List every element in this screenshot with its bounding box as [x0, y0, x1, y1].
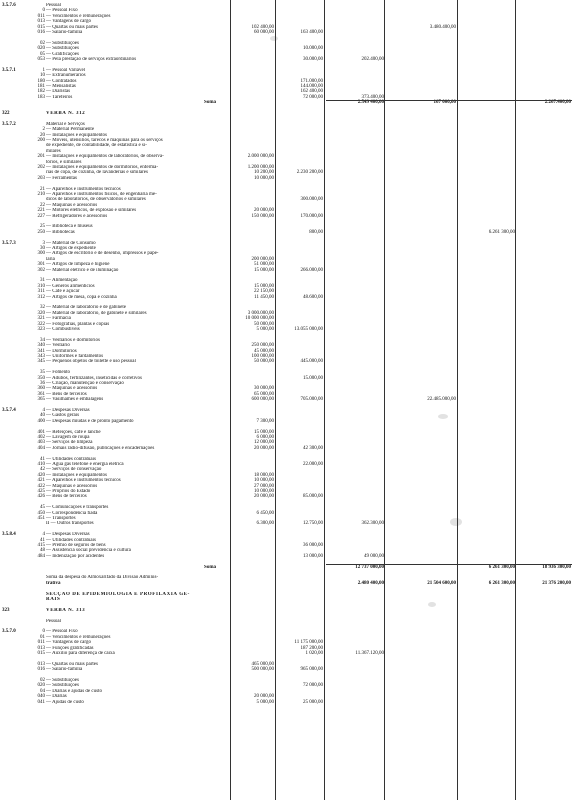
row-item-number: 300 — [37, 251, 45, 257]
row-description: — Gastos gerais — [46, 413, 80, 419]
row-description: Pessoal — [46, 618, 61, 624]
row-amount-c2: 42 300,00 — [303, 445, 323, 451]
row-amount-c2: 36 000,00 — [303, 543, 323, 548]
row-code: 322 — [2, 111, 10, 116]
row-amount-c2: 72 000,00 — [303, 94, 323, 100]
row-description: — Utilidades contratuais — [46, 537, 96, 543]
ink-blot — [270, 36, 278, 41]
row-item-number: 341 — [37, 348, 45, 354]
row-code: 3.5.7.6 — [2, 3, 16, 8]
row-item-number: 48 — [40, 548, 45, 554]
row-amount-c6: 21 376 200,00 — [542, 580, 571, 586]
row-amount-c1: 465 000,00 — [251, 661, 274, 667]
row-description: Material e Serviços — [46, 121, 85, 127]
row-amount-c3: 362.300,00 — [361, 521, 384, 527]
row-item-number: 403 — [37, 440, 45, 446]
row-amount-c2: 2.230 200,00 — [296, 170, 323, 176]
row-amount-c2: 10.000,00 — [303, 46, 323, 52]
row-item-number: 180 — [37, 78, 45, 84]
row-description: — Ajudas de custo — [46, 699, 84, 705]
row-amount-c1: 22 150,00 — [254, 289, 274, 295]
row-description: — Pessoal Variável — [46, 67, 86, 73]
row-description: — Ferramentas — [46, 175, 77, 181]
row-item-number: 320 — [37, 310, 45, 316]
ledger-row — [0, 700, 574, 706]
row-item-number: 450 — [37, 510, 45, 516]
row-amount-c1: 3 000.000,00 — [247, 310, 274, 316]
row-description: — Tarefeiros — [46, 94, 73, 100]
row-amount-c1: 200 000,00 — [251, 256, 274, 262]
row-amount-c5: 6 261 300,00 — [488, 564, 515, 570]
row-description: RAIS — [46, 597, 61, 602]
row-amount-c5: 6 261 300,00 — [488, 580, 515, 586]
row-description: — Bens de terceiros — [46, 391, 87, 397]
row-amount-c1: 6.300,00 — [256, 521, 274, 527]
row-item-number: 01 — [40, 634, 45, 640]
row-description: — Café e açúcar — [46, 289, 80, 295]
row-amount-c1: 5 000,00 — [256, 699, 274, 705]
row-description: VERBA N. 313 — [46, 607, 86, 613]
row-item-number: 0 — [42, 8, 45, 14]
row-item-number: 011 — [37, 640, 45, 646]
row-item-number: 10 — [40, 73, 45, 79]
row-description: — Uniformes e fardamentos — [46, 354, 104, 359]
row-amount-c4: 3.480.400,00 — [429, 24, 456, 30]
row-amount-c2: 445.000,00 — [300, 359, 323, 365]
row-item-number: 41 — [40, 456, 45, 462]
row-amount-c2: 144.000,00 — [300, 84, 323, 89]
row-description: — Dormitórios — [46, 348, 77, 354]
row-amount-c1: 20 000,00 — [254, 208, 274, 214]
row-description: — Lavagem de roupa — [46, 435, 90, 440]
row-item-number: 201 — [37, 154, 45, 160]
row-description: — Material de Consumo — [46, 240, 96, 246]
row-amount-c2: 13.055 000,00 — [294, 327, 323, 332]
row-amount-c1: 150 000,00 — [251, 213, 274, 219]
row-description: — Material de laboratório e de gabinete — [46, 305, 126, 311]
row-item-number: 013 — [37, 661, 45, 667]
row-description: — Instalações e equipamentos — [46, 472, 107, 478]
row-item-number: 203 — [37, 175, 45, 181]
row-amount-c1: 10 000,00 — [254, 489, 274, 494]
row-description: — Biblioteca e museus — [46, 224, 93, 230]
row-item-number: 041 — [37, 699, 45, 705]
row-amount-c2: 30.000,00 — [303, 57, 323, 62]
row-description: laria — [46, 256, 55, 262]
row-amount-c1: 600 000,00 — [251, 397, 274, 403]
row-description: — Vencimentos e remunerações — [46, 634, 111, 640]
row-description: — Mensalistas — [46, 84, 76, 89]
row-amount-c2: 163 400,00 — [300, 30, 323, 35]
row-description: II — Outros transportes — [46, 521, 94, 527]
row-item-number: 227 — [37, 213, 45, 219]
row-description: — Pequenos objetos de toilette e uso pessoal — [46, 359, 136, 365]
row-item-number: 42 — [40, 467, 45, 473]
row-amount-c1: 6 450,00 — [256, 510, 274, 516]
row-amount-c1: 500 000,00 — [251, 667, 274, 673]
row-amount-c3: 49 000,00 — [364, 553, 384, 559]
row-description: — Serviços de limpeza — [46, 440, 93, 446]
row-amount-c2: 22.000,00 — [303, 462, 323, 467]
row-amount-c3: 373.400,00 — [361, 94, 384, 100]
row-item-number: 322 — [37, 321, 45, 327]
row-description: — Instalações e equipamentos de dormitórios, enferma- — [46, 165, 159, 170]
row-description: — Máquinas e acessórios — [46, 483, 98, 489]
row-item-number: 302 — [37, 267, 45, 273]
row-item-number: 404 — [37, 445, 45, 451]
row-description: — Próprios do Estado — [46, 489, 91, 494]
row-description: — Transportes — [46, 516, 76, 521]
row-item-number: 400 — [37, 418, 45, 424]
row-item-number: 420 — [37, 472, 45, 478]
row-description: — Vestiários e dormitórios — [46, 337, 100, 343]
row-description: — Quartas ou mais partes — [46, 24, 98, 30]
row-amount-c2: 965 000,00 — [300, 667, 323, 673]
row-description: — Vasilhames e embalagens — [46, 397, 104, 403]
row-description: — Extranumerários — [46, 73, 86, 79]
row-amount-c2: 25 000,00 — [303, 699, 323, 705]
row-description: — Vantagens de cargo — [46, 19, 91, 25]
row-amount-c3: 202.400,00 — [361, 57, 384, 62]
row-amount-c6: 18 936 300,00 — [542, 564, 571, 570]
row-description: — Artigos de mesa, copa e cozinha — [46, 294, 117, 300]
row-amount-c2: 72 000,00 — [303, 683, 323, 689]
row-amount-c2: 800,00 — [309, 229, 323, 235]
row-item-number: 312 — [37, 294, 45, 300]
row-description: — Funções gratificadas — [46, 645, 94, 651]
row-item-number: 301 — [37, 262, 45, 268]
row-amount-c1: 15 000,00 — [254, 283, 274, 289]
row-amount-c1: 12 000,00 — [254, 440, 274, 446]
row-amount-c1: 65 000,00 — [254, 391, 274, 397]
row-description: — Motores elétricos, de explosão e similares — [46, 208, 137, 214]
row-item-number: 415 — [37, 543, 45, 548]
row-amount-c1: 15 000,00 — [254, 429, 274, 435]
row-amount-c2: 266.000,00 — [300, 267, 323, 273]
row-description: SECÇÃO DE EPIDEMIOLOGIA E PROFILAXIA GE- — [46, 591, 190, 597]
row-item-number: 4 — [42, 408, 45, 413]
row-description: — Assistência social previdência e cultura — [46, 548, 131, 554]
row-description: — Quartas ou mais partes — [46, 661, 98, 667]
row-amount-c1: 6 000,00 — [256, 435, 274, 440]
row-description: — Prêmio de seguros de bens — [46, 543, 106, 548]
row-amount-c1: 20 000,00 — [254, 445, 274, 451]
row-item-number: 015 — [37, 651, 45, 656]
row-amount-c1: 2.000 000,00 — [247, 154, 274, 160]
row-description: — Diárias — [46, 694, 67, 700]
row-item-number: 323 — [37, 327, 45, 332]
row-amount-c2: 85.000,00 — [303, 494, 323, 500]
row-amount-c3: 12 737 000,00 — [355, 564, 384, 570]
row-description: — Salário-família — [46, 30, 83, 35]
row-item-number: 02 — [40, 678, 45, 683]
row-amount-c1: 50 000,00 — [254, 359, 274, 365]
row-description: — Diárias e ajudas de custo — [46, 688, 102, 694]
row-item-number: 183 — [37, 94, 45, 100]
row-description: Soma — [204, 100, 216, 106]
row-item-number: 421 — [37, 478, 45, 484]
row-description: — Alimentação — [46, 278, 78, 284]
row-item-number: 401 — [37, 429, 45, 435]
row-description: — Despesas Diversas — [46, 408, 90, 413]
row-description: — Adubos, fertilizantes, inseticidas e corretivos — [46, 375, 142, 381]
row-amount-c3: 2.549 400,00 — [357, 100, 384, 106]
row-item-number: 016 — [37, 667, 45, 673]
row-amount-c2: 13 000,00 — [303, 553, 323, 559]
row-description: trativa — [46, 580, 61, 586]
row-description: — Água gás telefone e energia elétrica — [46, 462, 124, 467]
row-amount-c1: 20 000,00 — [254, 494, 274, 500]
row-amount-c1: 45 000,00 — [254, 348, 274, 354]
row-description: — Móveis, utensílios, tarecos e máquinas para os serviços — [46, 138, 163, 143]
row-description: — Aparelhos e instrumentos técnicos — [46, 186, 121, 192]
row-description: tórios, e similares — [46, 159, 82, 165]
row-item-number: 2 — [42, 127, 45, 133]
row-code: 3.5.7.0 — [2, 629, 16, 635]
row-description: — Gratificações — [46, 51, 79, 57]
row-item-number: 361 — [37, 391, 45, 397]
row-item-number: 020 — [37, 683, 45, 689]
row-description: — Combustíveis — [46, 327, 80, 332]
row-description: — Artigos de escritório e de desenho, impressos e pape- — [46, 251, 159, 257]
row-description: — Aparelhos e instrumentos técnicos — [46, 478, 121, 484]
row-description: — Utilidades contratuais — [46, 456, 96, 462]
row-amount-c1: 10 000,00 — [254, 478, 274, 484]
row-description: — Farmácia — [46, 316, 71, 322]
row-amount-c1: 10 200,00 — [254, 170, 274, 176]
row-description: VERBA N. 312 — [46, 111, 86, 116]
row-code: 3.5.7.1 — [2, 67, 16, 73]
row-item-number: 360 — [37, 386, 45, 392]
row-description: — Pessoal Fixo — [46, 629, 78, 635]
row-item-number: 422 — [37, 483, 45, 489]
row-description: — Vestiário — [46, 343, 70, 349]
row-description: — Gêneros alimentícios — [46, 283, 95, 289]
row-description: — Pessoal Fixo — [46, 8, 78, 14]
row-amount-c4: 21 504 600,00 — [427, 580, 456, 586]
row-item-number: 013 — [37, 19, 45, 25]
row-item-number: 0 — [42, 629, 45, 635]
row-description: — Criação, manutenção e conservação — [46, 381, 124, 386]
row-description: — Substituições — [46, 683, 79, 689]
row-item-number: 426 — [37, 494, 45, 500]
row-item-number: 25 — [40, 224, 45, 230]
row-amount-c1: 18 000,00 — [254, 472, 274, 478]
row-amount-c1: 11 450,00 — [254, 294, 274, 300]
row-description: — Máquinas e acessórios — [46, 202, 98, 208]
row-amount-c4: 22.485.000,00 — [427, 397, 456, 403]
row-amount-c2: 187 200,00 — [300, 645, 323, 651]
row-code: 3.5.7.4 — [2, 408, 16, 413]
row-amount-c2: 171.000,00 — [300, 78, 323, 84]
sum-rule — [326, 100, 572, 101]
row-description: rias de copa, de cozinha, de lavanderias e similares — [46, 170, 148, 176]
row-item-number: 250 — [37, 229, 45, 235]
row-amount-c2: 11 175 000,00 — [294, 640, 323, 646]
row-description: — Pela prestação de serviços extraordinários — [46, 57, 137, 62]
row-item-number: 484 — [37, 553, 45, 559]
sum-rule — [326, 564, 572, 565]
row-amount-c1: 10 000,00 — [254, 175, 274, 181]
row-amount-c1: 102 400,00 — [251, 24, 274, 30]
row-description: — Substituições — [46, 40, 79, 46]
row-description: — Vencimentos e remunerações — [46, 13, 111, 19]
row-description: Pessoal — [46, 3, 61, 8]
row-description: Soma da despesa do Almoxarifado da Divisão Adminis- — [46, 575, 159, 581]
row-description: — Refrigeradores e acessórios — [46, 213, 108, 219]
row-description: — Jornais radio-difusão, publicações e encadernações — [46, 445, 155, 451]
row-amount-c1: 10 000 000,00 — [245, 316, 274, 322]
row-description: dicos de laboratórios, de observatórios e similares — [46, 197, 146, 203]
row-item-number: 210 — [37, 192, 45, 197]
row-item-number: 011 — [37, 13, 45, 19]
row-item-number: 181 — [37, 84, 45, 89]
row-item-number: 30 — [40, 246, 45, 251]
row-amount-c1: 27 000,00 — [254, 483, 274, 489]
row-description: — Indenização por acidentes — [46, 553, 105, 559]
row-description: — Fotografias, plantas e cópias — [46, 321, 110, 327]
row-description: — Despesas miúdas e de pronto pagamento — [46, 418, 134, 424]
row-amount-c2: 705.000,00 — [300, 397, 323, 403]
row-item-number: 015 — [37, 24, 45, 30]
row-description: — Artigos de limpeza e higiene — [46, 262, 110, 268]
row-description: — Instalações e equipamentos de laboratórios, de observa- — [46, 154, 164, 160]
row-item-number: 425 — [37, 489, 45, 494]
row-item-number: 202 — [37, 165, 45, 170]
row-item-number: 365 — [37, 397, 45, 403]
row-description: milares — [46, 148, 61, 154]
row-item-number: 340 — [37, 343, 45, 349]
row-amount-c1: 7 300,00 — [256, 418, 274, 424]
row-amount-c1: 60 000,00 — [254, 30, 274, 35]
row-description: — Instalações e equipamentos — [46, 132, 107, 138]
row-description: — Refeições, café e lanche — [46, 429, 101, 435]
ink-blot — [450, 518, 462, 526]
row-item-number: 04 — [40, 688, 45, 694]
row-item-number: 343 — [37, 354, 45, 359]
row-item-number: 182 — [37, 89, 45, 95]
row-amount-c1: 5 000,00 — [256, 327, 274, 332]
row-item-number: 410 — [37, 462, 45, 467]
row-code: 3.5.8.4 — [2, 532, 16, 538]
row-item-number: 350 — [37, 375, 45, 381]
row-amount-c3: 2.480 400,00 — [357, 580, 384, 586]
row-amount-c2: 300.000,00 — [300, 197, 323, 203]
row-description: — Vantagens de cargo — [46, 640, 91, 646]
row-item-number: 05 — [40, 51, 45, 57]
row-description: — Bens de terceiros — [46, 494, 87, 500]
row-description: — Comunicações e transportes — [46, 505, 109, 511]
row-item-number: 402 — [37, 435, 45, 440]
row-description: — Auxílio para diferença de caixa — [46, 651, 115, 656]
ink-blot — [428, 602, 436, 607]
row-amount-c1: 20 000,00 — [254, 694, 274, 700]
row-description: — Serviços de conservação — [46, 467, 102, 473]
row-description: — Substituições — [46, 678, 79, 683]
row-item-number: 200 — [37, 138, 45, 143]
row-item-number: 36 — [40, 381, 45, 386]
row-code: 323 — [2, 607, 10, 613]
row-description: de expediente, de contabilidade, de estatística e si- — [46, 143, 147, 149]
row-amount-c1: 51 000,00 — [254, 262, 274, 268]
row-description: — Despesas Diversas — [46, 532, 90, 538]
row-description: — Substituições — [46, 46, 79, 52]
row-item-number: 321 — [37, 316, 45, 322]
row-item-number: 22 — [40, 202, 45, 208]
row-item-number: 20 — [40, 132, 45, 138]
row-description: — Artigos de expediente — [46, 246, 96, 251]
row-amount-c1: 100 000,00 — [251, 354, 274, 359]
row-code: 3.5.7.2 — [2, 121, 16, 127]
row-description: — Material de laboratório, de gabinete e similares — [46, 310, 147, 316]
row-item-number: 21 — [40, 186, 45, 192]
row-item-number: 020 — [37, 46, 45, 52]
row-description: Soma — [204, 564, 216, 570]
row-description: — Fomento — [46, 370, 71, 376]
row-item-number: 053 — [37, 57, 45, 62]
row-amount-c2: 48.600,00 — [303, 294, 323, 300]
row-item-number: 3 — [42, 240, 45, 246]
row-item-number: 311 — [37, 289, 45, 295]
row-item-number: 32 — [40, 305, 45, 311]
row-amount-c5: 6.261 300,00 — [488, 229, 515, 235]
row-amount-c1: 15 000,00 — [254, 267, 274, 273]
row-item-number: 016 — [37, 30, 45, 35]
row-code: 3.5.7.3 — [2, 240, 16, 246]
row-amount-c2: 162 400,00 — [300, 89, 323, 95]
row-amount-c2: 170.000,00 — [300, 213, 323, 219]
row-item-number: 451 — [37, 516, 45, 521]
row-item-number: 345 — [37, 359, 45, 365]
row-amount-c3: 11.367.120,00 — [355, 651, 384, 656]
row-item-number: 31 — [40, 278, 45, 284]
row-description: — Correspondência fiada — [46, 510, 98, 516]
row-description: — Bibliotecas — [46, 229, 75, 235]
row-amount-c2: 12.750,00 — [303, 521, 323, 527]
row-item-number: 35 — [40, 370, 45, 376]
row-description: — Material elétrico e de iluminação — [46, 267, 119, 273]
row-amount-c4: 167 000,00 — [433, 100, 456, 106]
row-item-number: 02 — [40, 40, 45, 46]
row-description: — Máquinas e acessórios — [46, 386, 98, 392]
row-item-number: 221 — [37, 208, 45, 214]
row-description: — Diaristas — [46, 89, 71, 95]
row-amount-c1: 250 000,00 — [251, 343, 274, 349]
row-description: — Contratados — [46, 78, 77, 84]
row-description: — Salário-família — [46, 667, 83, 673]
row-description: — Aparelhos e instrumentos físicos, de engenharia mé- — [46, 192, 157, 197]
ink-blot — [438, 414, 448, 419]
row-item-number: 34 — [40, 337, 45, 343]
row-item-number: 40 — [40, 413, 45, 419]
row-description: — Material Permanente — [46, 127, 95, 133]
row-item-number: 040 — [37, 694, 45, 700]
row-item-number: 310 — [37, 283, 45, 289]
row-amount-c6: 2.267.400,00 — [544, 100, 571, 106]
row-item-number: 45 — [40, 505, 45, 511]
row-amount-c1: 50 000,00 — [254, 321, 274, 327]
row-amount-c2: 15.000,00 — [303, 375, 323, 381]
row-amount-c1: 1.200 000,00 — [247, 165, 274, 170]
row-amount-c2: 1 020,00 — [305, 651, 323, 656]
row-item-number: 1 — [42, 67, 45, 73]
row-amount-c1: 30 000,00 — [254, 386, 274, 392]
row-item-number: 4 — [42, 532, 45, 538]
row-item-number: 013 — [37, 645, 45, 651]
row-item-number: 41 — [40, 537, 45, 543]
